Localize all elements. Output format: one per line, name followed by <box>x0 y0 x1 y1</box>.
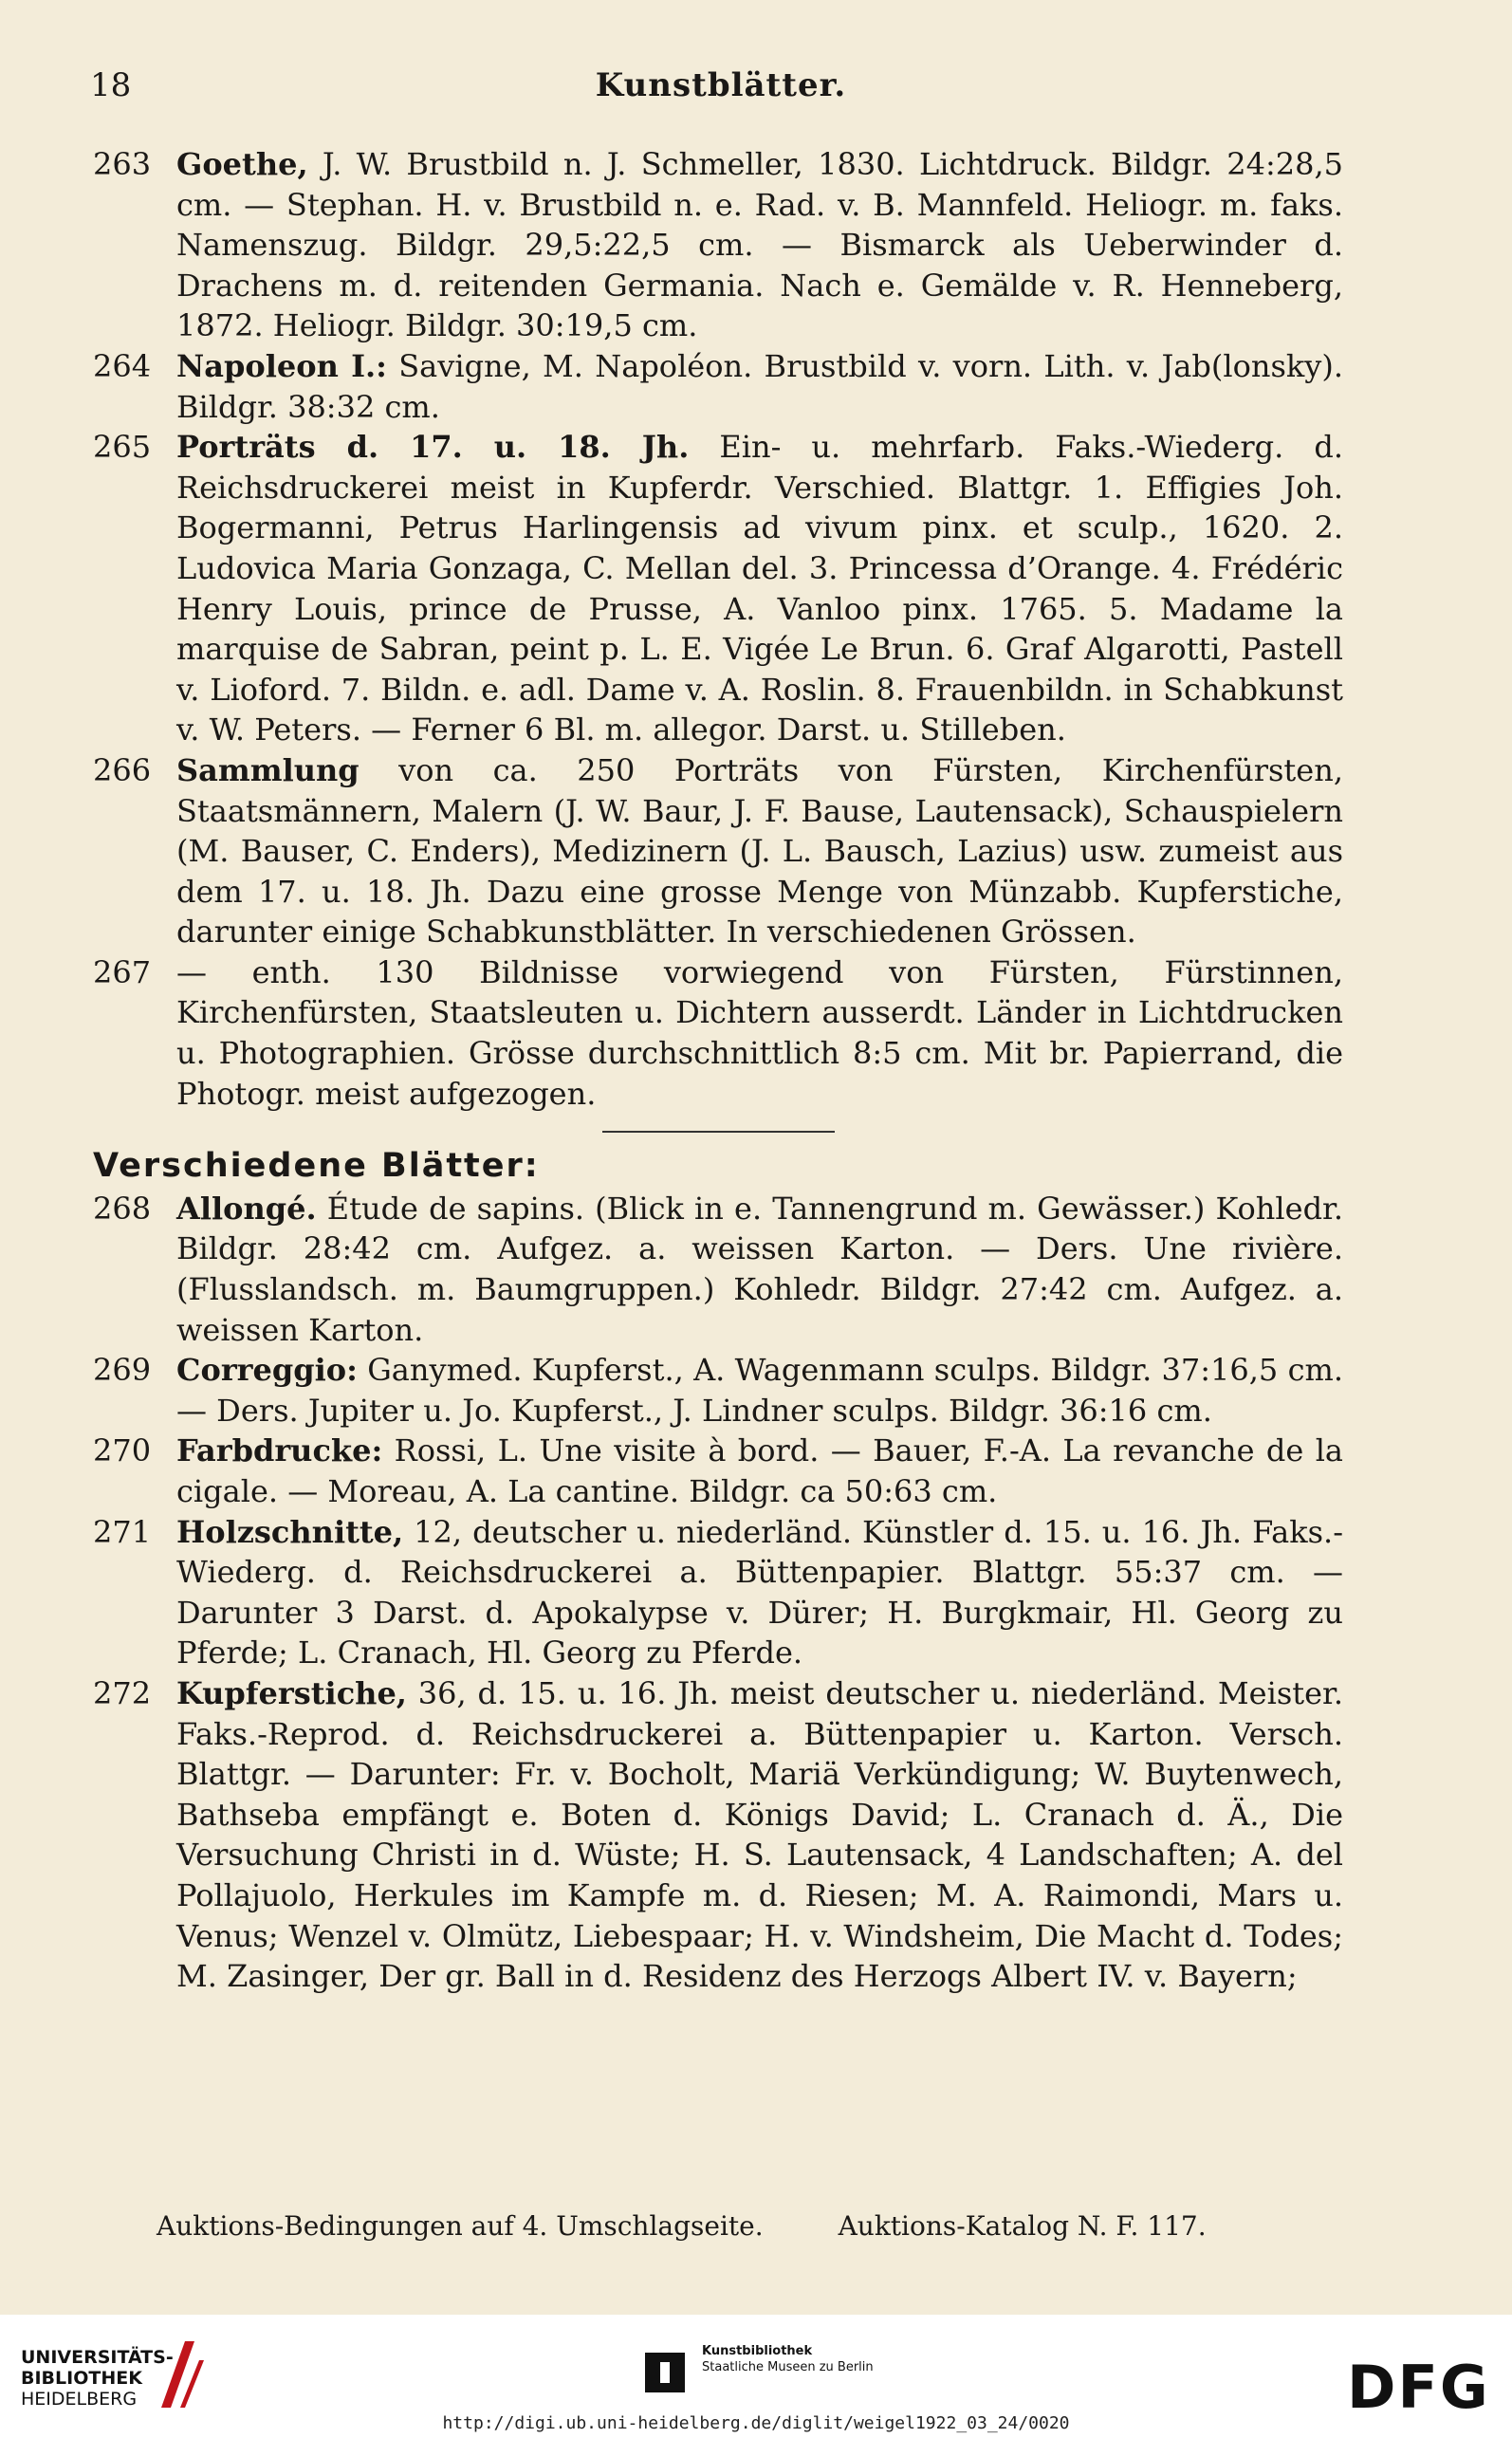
page-header <box>90 66 1352 114</box>
entry-name: Farbdrucke: <box>176 1432 383 1469</box>
catalog-entry <box>93 144 1343 346</box>
catalog-entry <box>93 1350 1343 1431</box>
catalog-entry <box>93 346 1343 427</box>
entry-number: 269 <box>93 1352 152 1389</box>
section-title: Verschiedene Blätter: <box>93 1147 540 1186</box>
entry-name: Goethe, <box>176 146 308 182</box>
entry-number: 270 <box>93 1432 152 1469</box>
section-divider <box>602 1131 835 1133</box>
entry-number: 271 <box>93 1513 152 1550</box>
university-library-logo[interactable]: UNIVERSITÄTS- BIBLIOTHEK HEIDELBERG <box>21 2347 174 2410</box>
entries-various <box>93 1189 1343 1997</box>
entry-name: Sammlung <box>176 751 360 788</box>
entry-number: 272 <box>93 1674 152 1711</box>
page-number: 18 <box>90 66 132 104</box>
entry-text: Étude de sapins. (Blick in e. Tannengrund m. Gewässer.) Kohledr. Bildgr. 28:42 cm. Aufgez. a. weissen Karton. — Ders. Une rivière. (Flusslandsch. m. Baumgruppen.) Kohledr. Bildgr. 27:42 cm. Aufgez. a. weissen Karton. <box>176 1190 1343 1348</box>
entry-text: Ein- u. mehrfarb. Faks.-Wiederg. d. Reichsdruckerei meist in Kupferdr. Verschied. Blattgr. 1. Effigies Joh. Bogermanni, Petrus Harlingensis ad vivum pinx. et sculp., 1620. 2. Ludovica Maria Gonzaga, C. Mellan del. 3. Princessa d’Orange. 4. Frédéric Henry Louis, prince de Prusse, A. Vanloo pinx. 1765. 5. Madame la marquise de Sabran, peint p. L. E. Vigée Le Brun. 6. Graf Algarotti, Pastell v. Lioford. 7. Bildn. e. adl. Dame v. A. Roslin. 8. Frauenbildn. in Schabkunst v. W. Peters. — Ferner 6 Bl. m. allegor. Darst. u. Stilleben. <box>176 429 1344 748</box>
entry-text: Rossi, L. Une visite à bord. — Bauer, F.-A. La revanche de la cigale. — Moreau, A. La cantine. Bildgr. ca 50:63 cm. <box>176 1432 1343 1509</box>
catalog-entry <box>93 1673 1343 1997</box>
running-head: Kunstblätter. <box>595 66 847 104</box>
entry-number: 263 <box>93 146 152 182</box>
source-url[interactable]: http://digi.ub.uni-heidelberg.de/diglit/weigel1922_03_24/0020 <box>442 2413 1070 2433</box>
entry-name: Allongé. <box>176 1190 317 1227</box>
catalog-entry <box>93 1431 1343 1511</box>
catalog-entry <box>93 1512 1343 1673</box>
entry-text: — enth. 130 Bildnisse vorwiegend von Fürsten, Fürstinnen, Kirchenfürsten, Staatsleuten u. Dichtern ausserdt. Länder in Lichtdrucken u. Photographien. Grösse durchschnittlich 8:5 cm. Mit br. Papierrand, die Photogr. meist aufgezogen. <box>176 953 1343 1112</box>
entry-text: J. W. Brustbild n. J. Schmeller, 1830. Lichtdruck. Bildgr. 24:28,5 cm. — Stephan. H. v. Brustbild n. e. Rad. v. B. Mannfeld. Heliogr. m. faks. Namenszug. Bildgr. 29,5:22,5 cm. — Bismarck als Ueberwinder d. Drachens m. d. reitenden Germania. Nach e. Gemälde v. R. Henneberg, 1872. Heliogr. Bildgr. 30:19,5 cm. <box>176 146 1343 344</box>
catalog-entry <box>93 750 1343 952</box>
entry-number: 264 <box>93 347 152 384</box>
entry-text: 36, d. 15. u. 16. Jh. meist deutscher u. niederländ. Meister. Faks.-Reprod. d. Reichsdruckerei a. Büttenpapier u. Karton. Versch. Blattgr. — Darunter: Fr. v. Bocholt, Mariä Verkündigung; W. Buytenwech, Bathseba empfängt e. Boten d. Königs David; L. Cranach d. Ä., Die Versuchung Christi in d. Wüste; H. S. Lautensack, 4 Landschaften; A. del Pollajuolo, Herkules im Kampfe m. d. Riesen; M. A. Raimondi, Mars u. Venus; Wenzel v. Olmütz, Liebespaar; H. v. Windsheim, Die Macht d. Todes; M. Zasinger, Der gr. Ball in d. Residenz des Herzogs Albert IV. v. Bayern; <box>176 1674 1343 1995</box>
catalog-content <box>93 144 1343 1997</box>
entry-name: Napoleon I.: <box>176 347 387 384</box>
dfg-logo[interactable]: DFG <box>1347 2353 1490 2422</box>
entry-name: Porträts d. 17. u. 18. Jh. <box>176 429 690 466</box>
entry-text: Savigne, M. Napoléon. Brustbild v. vorn. Lith. v. Jab(lonsky). Bildgr. 38:32 cm. <box>176 347 1343 425</box>
entry-text: 12, deutscher u. niederländ. Künstler d. 15. u. 16. Jh. Faks.-Wiederg. d. Reichsdruckerei a. Büttenpapier. Blattgr. 55:37 cm. — Darunter 3 Darst. d. Apokalypse v. Dürer; H. Burgkmair, Hl. Georg zu Pferde; L. Cranach, Hl. Georg zu Pferde. <box>176 1513 1343 1672</box>
catalog-entry <box>93 1189 1343 1350</box>
entry-number: 268 <box>93 1190 152 1227</box>
entry-number: 267 <box>93 953 152 990</box>
entry-text: von ca. 250 Porträts von Fürsten, Kirchenfürsten, Staatsmännern, Malern (J. W. Baur, J. F. Bause, Lautensack), Schauspielern (M. Bauser, C. Enders), Medizinern (J. L. Bausch, Lazius) usw. zumeist aus dem 17. u. 18. Jh. Dazu eine grosse Menge von Münzabb. Kupferstiche, darunter einige Schabkunstblätter. In verschiedenen Grössen. <box>176 751 1343 951</box>
entry-number: 265 <box>93 429 152 466</box>
auction-conditions: Auktions-Bedingungen auf 4. Umschlagseite. <box>157 2210 764 2242</box>
catalog-entry <box>93 952 1343 1114</box>
catalog-entry <box>93 427 1343 750</box>
footer-note <box>157 2210 1295 2242</box>
kunstbibliothek-mark-icon <box>645 2353 685 2392</box>
entry-name: Correggio: <box>176 1352 358 1389</box>
entries-portraits <box>93 144 1343 1114</box>
entry-name: Holzschnitte, <box>176 1513 404 1550</box>
kunstbibliothek-logo[interactable]: Kunstbibliothek Staatliche Museen zu Berlin <box>702 2344 874 2374</box>
university-mark-icon <box>152 2332 209 2417</box>
auction-catalog: Auktions-Katalog N. F. 117. <box>838 2210 1207 2242</box>
entry-name: Kupferstiche, <box>176 1674 407 1711</box>
entry-text: Ganymed. Kupferst., A. Wagenmann sculps. Bildgr. 37:16,5 cm. — Ders. Jupiter u. Jo. Kupferst., J. Lindner sculps. Bildgr. 36:16 cm. <box>176 1352 1343 1429</box>
entry-number: 266 <box>93 751 152 788</box>
